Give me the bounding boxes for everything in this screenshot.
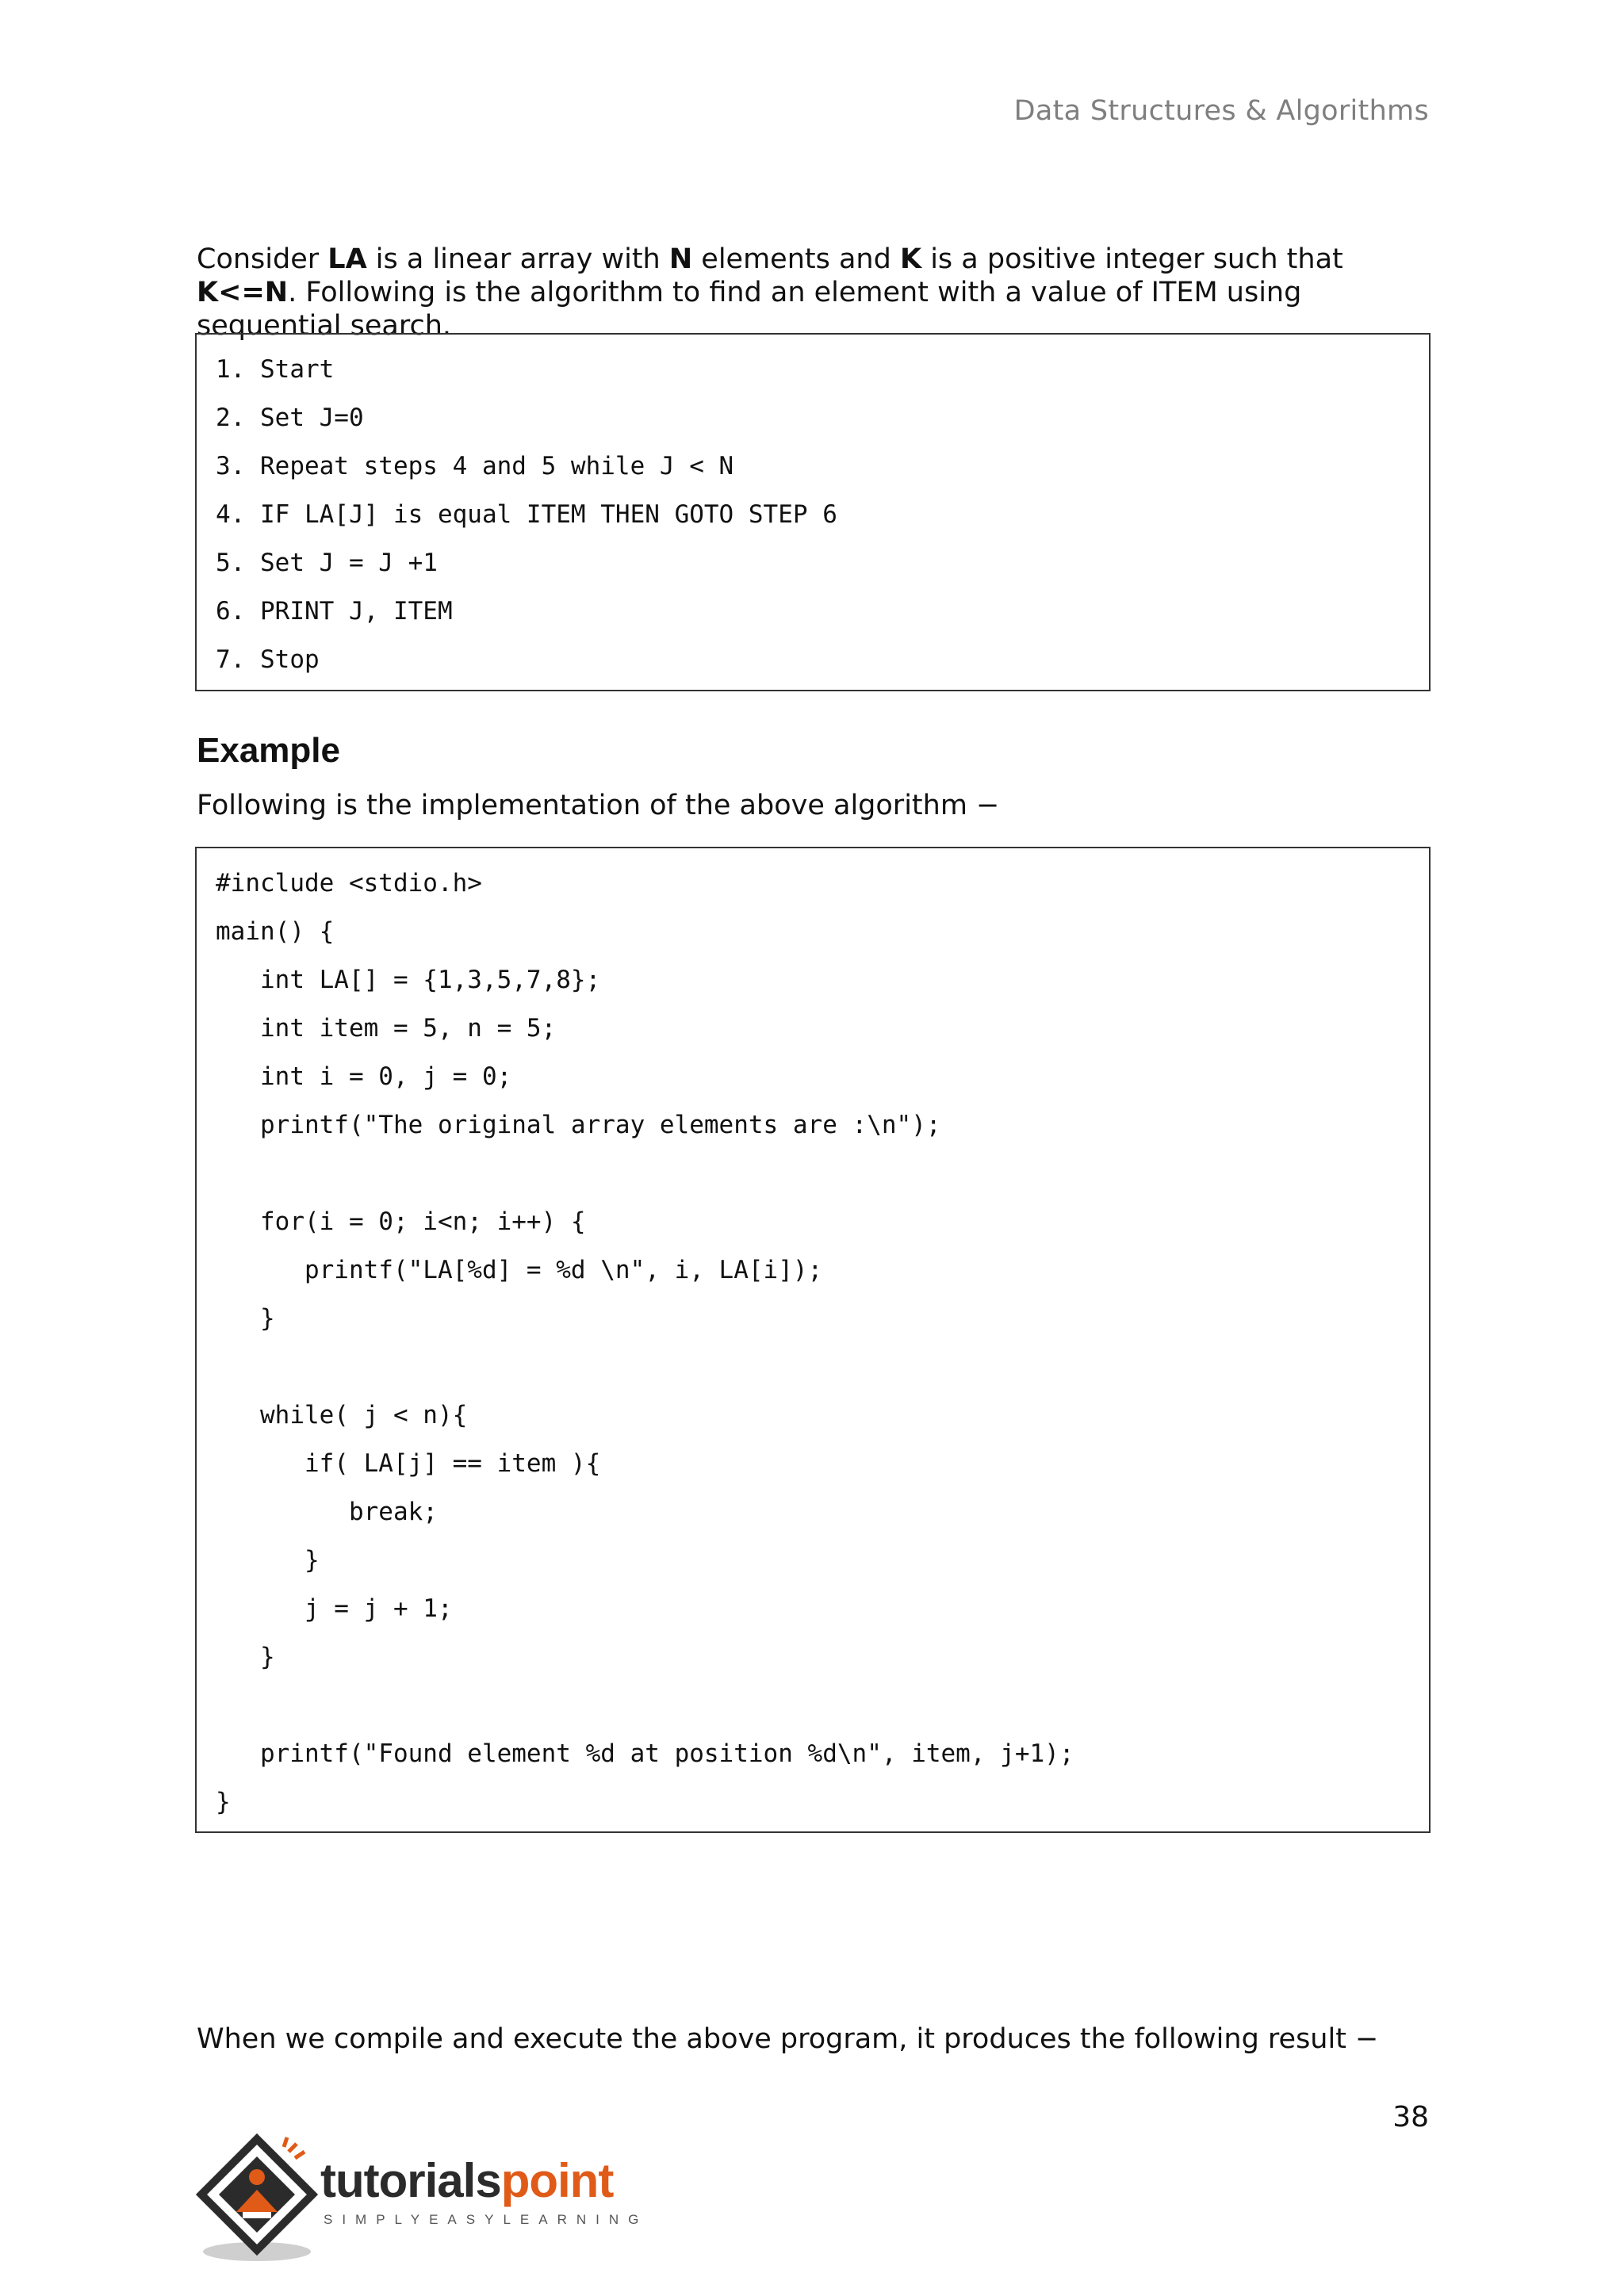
code-line: } [216, 1546, 320, 1575]
code-line: break; [216, 1498, 438, 1526]
logo-wordmark [320, 2153, 613, 2208]
code-line: if( LA[j] == item ){ [216, 1449, 601, 1478]
algorithm-step: 5. Set J = J +1 [216, 549, 438, 577]
code-line: int i = 0, j = 0; [216, 1062, 512, 1091]
intro-paragraph [197, 243, 1434, 342]
code-line: } [216, 1643, 275, 1671]
intro-bold-la: LA [327, 243, 367, 275]
page-number: 38 [1392, 2101, 1429, 2133]
code-line: main() { [216, 917, 335, 946]
algorithm-step: 6. PRINT J, ITEM [216, 597, 453, 626]
code-line: #include <stdio.h> [216, 869, 482, 897]
code-line: printf("The original array elements are :\n"); [216, 1111, 941, 1139]
logo-emblem-icon [195, 2133, 330, 2267]
code-line: int LA[] = {1,3,5,7,8}; [216, 966, 601, 994]
logo-word-point: point [500, 2154, 614, 2207]
code-line: while( j < n){ [216, 1401, 468, 1429]
page-header-title: Data Structures & Algorithms [1013, 95, 1429, 127]
logo-word-tutorials: tutorials [320, 2154, 501, 2207]
code-line: j = j + 1; [216, 1594, 453, 1623]
logo-tagline: SIMPLYEASYLEARNING [324, 2212, 649, 2227]
algorithm-step: 4. IF LA[J] is equal ITEM THEN GOTO STEP 6 [216, 500, 837, 529]
intro-bold-condition: K<=N [197, 277, 289, 308]
code-line: } [216, 1788, 231, 1816]
algorithm-box [195, 333, 1431, 691]
section-heading-example: Example [197, 731, 340, 770]
code-line [216, 1351, 1429, 1399]
intro-text: is a linear array with [366, 243, 669, 275]
intro-text: Consider [197, 243, 328, 275]
code-line: int item = 5, n = 5; [216, 1014, 557, 1043]
code-line [216, 1158, 1429, 1206]
code-line [216, 1689, 1429, 1738]
code-line: } [216, 1304, 275, 1333]
intro-bold-k: K [899, 243, 922, 275]
code-line: for(i = 0; i<n; i++) { [216, 1207, 586, 1236]
intro-text: . Following is the algorithm to find an element with a value of ITEM using sequential search. [197, 277, 1302, 342]
result-intro: When we compile and execute the above program, it produces the following result − [197, 2023, 1379, 2055]
code-line: printf("LA[%d] = %d \n", i, LA[i]); [216, 1256, 823, 1284]
code-block [195, 847, 1431, 1833]
intro-text: is a positive integer such that [921, 243, 1343, 275]
algorithm-step: 1. Start [216, 355, 335, 384]
intro-text: elements and [692, 243, 900, 275]
intro-bold-n: N [668, 243, 693, 275]
tutorialspoint-logo [195, 2133, 649, 2267]
algorithm-step: 3. Repeat steps 4 and 5 while J < N [216, 452, 734, 480]
implementation-intro: Following is the implementation of the above algorithm − [197, 790, 1000, 821]
code-line: printf("Found element %d at position %d\n", item, j+1); [216, 1739, 1074, 1768]
algorithm-step: 2. Set J=0 [216, 404, 364, 432]
algorithm-step: 7. Stop [216, 645, 320, 674]
